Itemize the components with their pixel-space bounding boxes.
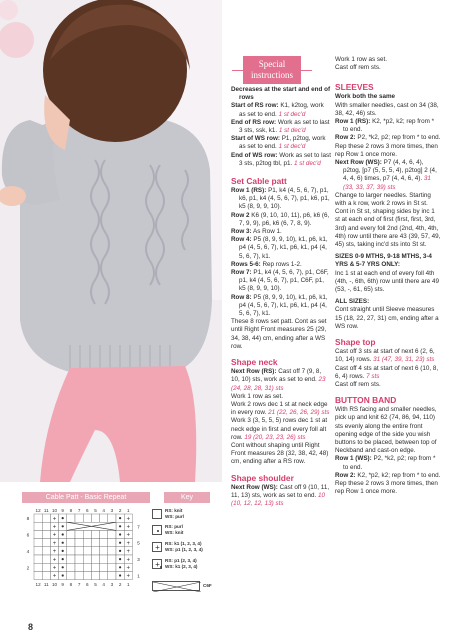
- chart-title: Cable Patt - Basic Repeat: [22, 492, 150, 503]
- chart-size-plus: +: [52, 565, 57, 572]
- chart-cell: [91, 563, 99, 571]
- special-line-label: Start of RS row:: [231, 102, 279, 110]
- special-line-count: 1 st dec'd: [278, 110, 306, 118]
- knit-symbol-icon: [152, 509, 162, 519]
- cable-row-label: Row 7:: [231, 269, 252, 277]
- cable-row-label: Row 2: [231, 211, 250, 219]
- chart-cell: [83, 514, 91, 522]
- column-right: [335, 56, 441, 496]
- chart-col-number-bottom: 8: [69, 582, 73, 588]
- chart-col-number-bottom: 11: [43, 582, 49, 588]
- shape-neck-p4-count: 19 (20, 23, 23, 26) sts: [244, 433, 306, 441]
- key-item-label: C6F: [203, 583, 212, 588]
- chart-row-number-right: 1: [137, 574, 140, 580]
- sleeves-sizes-text: SIZES 0-9 MTHS, 9-18 MTHS, 3-4 YRS & 5-7 YRS ONLY:: [335, 253, 432, 269]
- sleeves-all-sizes-text: ALL SIZES:: [335, 298, 370, 306]
- cable-row-2: [231, 212, 331, 228]
- chart-col-number-top: 3: [110, 508, 114, 513]
- cable-chart: [22, 506, 152, 611]
- chart-size-plus: +: [126, 565, 131, 572]
- chart-col-number-top: 1: [127, 508, 130, 513]
- cable-row-text: P5 (8, 9, 9, 10), k1, p6, k1, p4 (4, 5, 6, 7), k1, p6, k1, p4 (4, 5, 6, 7), k1.: [239, 236, 328, 260]
- chart-col-number-bottom: 1: [127, 582, 130, 588]
- chart-purl-dot: [62, 517, 64, 519]
- sleeves-subheading: [335, 93, 441, 101]
- sleeves-row1-label: Row 1 (RS):: [335, 118, 371, 126]
- chart-cell: [83, 563, 91, 571]
- chart-cell: [100, 571, 108, 579]
- chart-purl-dot: [62, 550, 64, 552]
- sleeves-row2-label: Row 2:: [335, 134, 356, 142]
- sleeves-needles: Change to larger needles. Starting with a k row, work 2 rows in St st.: [335, 191, 431, 208]
- special-line-count: 1 st dec'd: [278, 127, 306, 135]
- cable-c6f-symbol-icon: [152, 581, 200, 591]
- chart-col-number-top: 12: [35, 508, 41, 513]
- shape-top-p2-text: Cast off 4 sts at start of next 6 (10, 8, 6, 4) rows.: [335, 364, 439, 380]
- special-line-text: P1, p2tog, work as set to end.: [239, 135, 326, 151]
- key-item: [152, 581, 212, 591]
- chart-size-plus: +: [126, 557, 131, 564]
- chart-purl-dot: [119, 517, 121, 519]
- cable-row-3: [231, 228, 331, 236]
- chart-size-plus: +: [52, 540, 57, 547]
- sleeves-sizes-label: [335, 253, 441, 269]
- chart-row-number-right: 7: [137, 525, 140, 531]
- cable-row-text: P1, k4 (4, 5, 6, 7), p1, k6, p1, k4 (4, 5, 6, 7), p1, k6, p1, k5 (8, 9, 9, 10).: [239, 187, 330, 211]
- cable-row-text: K6 (9, 10, 10, 11), p6, k6 (6, 7, 9, 9), p6, k6 (6, 7, 8, 9).: [239, 211, 330, 227]
- sleeves-row1-text: K2, *p2, k2; rep from * to end.: [343, 118, 435, 134]
- special-line-2: [231, 102, 331, 118]
- chart-cell: [91, 555, 99, 563]
- cable-row-label: Row 3:: [231, 228, 252, 236]
- col3-line-1: Work 1 row as set.: [335, 56, 388, 63]
- chart-size-plus: +: [126, 573, 131, 580]
- sleeves-shaping: Cont in St st, shaping sides by inc 1 st at each end of first (first, first, 3rd, 3rd) and every foll 2nd (2nd, 4th, 4th, 4th) row until there are 43 (39, 57, 49, 45) sts, taking inc'd sts into St st.: [335, 208, 441, 249]
- chart-row-number-left: 8: [26, 517, 30, 523]
- chart-cell: [42, 563, 50, 571]
- shape-top-heading: Shape top: [335, 337, 376, 348]
- chart-cell: [83, 571, 91, 579]
- cable-row-7: [231, 294, 331, 319]
- chart-size-plus: +: [126, 516, 131, 523]
- button-band-row2-text: K2, *p2, k2; rep from * to end.: [355, 471, 441, 479]
- chart-purl-dot: [119, 558, 121, 560]
- special-line-count: 1 st dec'd: [293, 159, 321, 167]
- sleeves-row2: [335, 134, 441, 142]
- shape-neck-p4-text: Work 3 (3, 5, 5, 5) rows dec 1 st at neck edge in first and every foll alt row.: [231, 417, 328, 441]
- cable-row-label: Row 1 (RS):: [231, 187, 267, 195]
- sleeves-sub-label: Work both the same: [335, 93, 396, 101]
- shape-neck-heading: Shape neck: [231, 357, 278, 368]
- chart-cell: [91, 530, 99, 538]
- sleeves-row1: [335, 118, 441, 134]
- shape-neck-p3-count: 21 (22, 26, 26, 29) sts: [268, 409, 330, 417]
- sleeves-inc: Inc 1 st at each end of every foll 4th (4th, -, 6th, 6th) row until there are 49 (53, -, 61, 65) sts.: [335, 269, 439, 294]
- chart-col-number-top: 6: [86, 508, 89, 513]
- chart-purl-dot: [62, 542, 64, 544]
- chart-cell: [75, 514, 83, 522]
- chart-col-number-bottom: 9: [61, 582, 64, 588]
- col3-line-2: Cast off rem sts.: [335, 64, 381, 72]
- shape-neck-p3: [231, 401, 331, 417]
- chart-cell: [34, 555, 42, 563]
- cable-row-label: Row 8:: [231, 293, 252, 301]
- chart-purl-dot: [119, 542, 121, 544]
- chart-row-number-left: 6: [26, 533, 30, 539]
- chart-col-number-bottom: 10: [51, 582, 58, 588]
- shape-neck-p4: [231, 417, 331, 442]
- chart-size-plus: +: [52, 549, 57, 556]
- chart-col-number-bottom: 5: [94, 582, 97, 588]
- special-line-count: 1 st dec'd: [278, 143, 306, 151]
- sleeves-row2-text: P2, *k2, p2; rep from * to end.: [355, 134, 441, 142]
- column-middle: [231, 86, 331, 508]
- chart-cell: [100, 539, 108, 547]
- shape-shoulder-row1: [231, 484, 331, 509]
- chart-cell: [34, 514, 42, 522]
- chart-purl-dot: [62, 533, 64, 535]
- cable-patt-rows: [231, 187, 331, 318]
- chart-size-plus: +: [52, 524, 57, 531]
- special-instructions-text: [231, 86, 331, 168]
- key-item-label: RS: p1 (2, 3, 4) WS: k1 (2, 3, 4): [165, 558, 198, 569]
- size-purl-symbol-icon: +: [152, 559, 162, 569]
- key-item: [152, 558, 197, 570]
- chart-cell: [100, 555, 108, 563]
- shape-shoulder-row1-label: Next Row (WS):: [231, 483, 278, 491]
- chart-cell: [108, 539, 116, 547]
- button-band-row1-label: Row 1 (WS):: [335, 455, 372, 463]
- chart-col-number-top: 4: [102, 508, 105, 513]
- chart-cell: [42, 571, 50, 579]
- cable-row-label: Rows 5-6:: [231, 260, 261, 268]
- key-item: [152, 524, 183, 536]
- cable-row-label: Row 4:: [231, 236, 252, 244]
- chart-cell: [67, 563, 75, 571]
- chart-purl-dot: [62, 558, 64, 560]
- sleeves-next-row-label: Next Row (WS):: [335, 159, 382, 167]
- chart-purl-dot: [119, 566, 121, 568]
- shape-neck-p2: Work 1 row as set.: [231, 392, 284, 400]
- chart-size-plus: +: [52, 557, 57, 564]
- button-band-row2: [335, 472, 441, 480]
- chart-cell: [83, 547, 91, 555]
- chart-cell: [42, 522, 50, 530]
- page-number: 8: [28, 622, 34, 632]
- key-item-label: RS: purl WS: knit: [165, 524, 184, 535]
- chart-cell: [91, 547, 99, 555]
- key-title: Key: [164, 492, 210, 503]
- chart-col-number-bottom: 6: [86, 582, 89, 588]
- button-band-p1: With RS facing and smaller needles, pick up and knit 62 (74, 86, 94, 110) sts evenly along the entire front opening edge of the side you wish buttons to be placed, between top of Neckband and cast-on edge.: [335, 406, 437, 455]
- button-band-repeat: Rep these 2 rows 3 more times, then rep Row 1 once more.: [335, 479, 438, 496]
- cable-row-6: [231, 269, 331, 294]
- chart-cell: [91, 514, 99, 522]
- special-line-label: Start of WS row:: [231, 135, 280, 143]
- size-knit-symbol-icon: +: [152, 542, 162, 552]
- chart-col-number-top: 8: [69, 508, 73, 513]
- chart-cell: [34, 539, 42, 547]
- chart-purl-dot: [119, 550, 121, 552]
- special-line-5: [231, 152, 331, 168]
- chart-col-number-bottom: 12: [35, 582, 41, 588]
- sleeves-all-sizes-label: [335, 298, 441, 306]
- chart-cell: [67, 547, 75, 555]
- shape-neck-row1: [231, 368, 331, 393]
- cable-row-text: Rep rows 1-2.: [260, 260, 302, 268]
- shape-top-p2-count: 7 sts: [366, 372, 380, 380]
- chart-cell: [42, 530, 50, 538]
- chart-purl-dot: [119, 574, 121, 576]
- chart-col-number-bottom: 3: [110, 582, 114, 588]
- chart-cell: [83, 539, 91, 547]
- chart-col-number-bottom: 4: [102, 582, 105, 588]
- button-band-row2-label: Row 2:: [335, 471, 356, 479]
- baby-photo: [0, 0, 222, 482]
- chart-col-number-top: 2: [118, 508, 122, 513]
- chart-size-plus: +: [52, 532, 57, 539]
- chart-row-number-left: 2: [26, 566, 30, 572]
- chart-cell: [34, 522, 42, 530]
- special-line-3: [231, 119, 331, 135]
- chart-purl-dot: [62, 525, 64, 527]
- chart-cell: [108, 514, 116, 522]
- chart-size-plus: +: [126, 549, 131, 556]
- chart-cell: [42, 514, 50, 522]
- chart-size-plus: +: [126, 532, 131, 539]
- chart-size-plus: +: [52, 573, 57, 580]
- shape-top-p1: [335, 348, 441, 364]
- chart-cell: [67, 571, 75, 579]
- special-line-text: Work as set to last 3 sts, p2tog tbl, p1.: [239, 151, 331, 167]
- key-item: [152, 541, 203, 553]
- chart-cell: [100, 514, 108, 522]
- chart-purl-dot: [62, 566, 64, 568]
- special-line-4: [231, 135, 331, 151]
- key-item-label: RS: knit WS: purl: [165, 508, 184, 519]
- cable-chart-grid: [22, 506, 152, 606]
- chart-cell: [100, 530, 108, 538]
- chart-cell: [75, 530, 83, 538]
- chart-cell: [34, 530, 42, 538]
- special-line-label: End of RS row:: [231, 118, 277, 126]
- chart-cell: [67, 539, 75, 547]
- chart-cell: [91, 571, 99, 579]
- special-instructions-box: [243, 56, 301, 84]
- chart-row-number-right: 5: [137, 541, 140, 547]
- shape-shoulder-row1-text: Cast off 9 (10, 11, 11, 13) sts, work as set to end.: [231, 483, 330, 499]
- sleeves-next-row-count: 31 (33, 33, 37, 39) sts: [343, 175, 431, 191]
- shape-top-p3: Cast off rem sts.: [335, 380, 381, 388]
- cable-row-text: As Row 1.: [251, 228, 282, 236]
- cable-row-5: [231, 261, 331, 269]
- chart-cell: [67, 555, 75, 563]
- chart-col-number-bottom: 2: [118, 582, 122, 588]
- chart-cell: [83, 555, 91, 563]
- cable-row-text: P5 (8, 9, 9, 10), k1, p6, k1, p4 (4, 5, 6, 7), k1, p6, k1, p4 (4, 5, 6, 7), k1.: [239, 293, 328, 318]
- sleeves-next-row: [335, 159, 441, 192]
- shape-shoulder-heading: Shape shoulder: [231, 472, 294, 483]
- sleeves-straight: Cont straight until Sleeve measures 15 (18, 22, 27, 31) cm, ending after a WS row.: [335, 306, 439, 330]
- purl-symbol-icon: [152, 525, 162, 535]
- chart-cell: [91, 539, 99, 547]
- chart-row-number-left: 4: [26, 549, 30, 555]
- key-item-label: RS: k1 (1, 2, 3, 4) WS: p1 (1, 2, 3, 4): [165, 541, 203, 552]
- shape-neck-row1-text: Cast off 7 (9, 8, 10, 10) sts, work as set to end.: [231, 368, 322, 384]
- shape-neck-row1-count: 23 (24, 28, 28, 31) sts: [231, 376, 326, 392]
- chart-cell: [108, 547, 116, 555]
- chart-cell: [108, 563, 116, 571]
- chart-purl-dot: [119, 533, 121, 535]
- chart-cell: [100, 563, 108, 571]
- chart-size-plus: +: [52, 516, 57, 523]
- shape-neck-p3-text: Work 2 rows dec 1 st at neck edge in every row.: [231, 400, 328, 417]
- chart-cell: [42, 555, 50, 563]
- chart-cell: [108, 530, 116, 538]
- sleeves-repeat: Rep these 2 rows 3 more times, then rep Row 1 once more.: [335, 142, 438, 158]
- chart-row-number-right: 3: [137, 558, 140, 564]
- special-instructions-title: Special instructions: [251, 59, 293, 80]
- special-line-label: End of WS row:: [231, 151, 278, 159]
- chart-cell: [75, 539, 83, 547]
- chart-cell: [67, 514, 75, 522]
- chart-col-number-top: 10: [51, 508, 58, 513]
- chart-col-number-top: 11: [43, 508, 49, 513]
- chart-col-number-top: 5: [94, 508, 97, 513]
- chart-col-number-bottom: 7: [77, 582, 81, 588]
- sleeves-cast-on: With smaller needles, cast on 34 (38, 38, 42, 46) sts.: [335, 101, 439, 117]
- chart-cell: [75, 563, 83, 571]
- cable-row-1: [231, 187, 331, 212]
- chart-cell: [42, 539, 50, 547]
- key-item: [152, 508, 184, 520]
- special-line-text: Work as set to last 3 sts, ssk, k1.: [239, 118, 330, 135]
- special-line-1: [231, 86, 331, 102]
- sleeves-heading: SLEEVES: [335, 82, 374, 93]
- chart-purl-dot: [119, 525, 121, 527]
- button-band-heading: BUTTON BAND: [335, 395, 397, 406]
- chart-cell: [34, 547, 42, 555]
- chart-col-number-top: 9: [61, 508, 64, 513]
- chart-cell: [34, 563, 42, 571]
- button-band-row1-text: P2, *k2, p2; rep from * to end.: [343, 455, 436, 471]
- special-line-text: K1, k2tog, work as set to end.: [239, 102, 324, 118]
- special-line-label: Decreases at the start and end of rows: [231, 86, 331, 102]
- chart-cell: [67, 530, 75, 538]
- chart-cell: [42, 547, 50, 555]
- cable-patt-heading: Set Cable patt: [231, 176, 287, 187]
- button-band-row1: [335, 455, 441, 471]
- sleeves-next-row-text: P7 (4, 4, 6, 4), p2tog, [p7 (5, 5, 5, 4), p2tog] 2 (4, 4, 4, 6) times, p7 (4, 4, 6, 4).: [343, 159, 437, 183]
- chart-cell: [108, 571, 116, 579]
- chart-cell: [100, 547, 108, 555]
- shape-top-p1-count: 31 (47, 39, 31, 23) sts: [373, 356, 435, 364]
- shape-neck-row1-label: Next Row (RS):: [231, 368, 277, 376]
- chart-cell: [75, 571, 83, 579]
- chart-cell: [34, 571, 42, 579]
- shape-top-p1-text: Cast off 3 sts at start of next 6 (2, 6, 10, 14) rows.: [335, 348, 435, 364]
- chart-cell: [83, 530, 91, 538]
- chart-cell: [75, 547, 83, 555]
- chart-cell: [75, 555, 83, 563]
- cable-row-text: P1, k4 (4, 5, 6, 7), p1, C6F, p1, k4 (4, 5, 6, 7), p1, C6F, p1, k5 (8, 9, 9, 10).: [239, 269, 329, 293]
- shape-top-p2: [335, 365, 441, 381]
- shape-shoulder-row1-count: 10 (10, 12, 12, 13) sts: [231, 491, 326, 507]
- shape-neck-p5: Cont without shaping until Right Front measures 28 (32, 38, 42, 48) cm, ending after a RS row.: [231, 441, 329, 466]
- chart-size-plus: +: [126, 540, 131, 547]
- cable-row-4: [231, 236, 331, 261]
- chart-col-number-top: 7: [77, 508, 81, 513]
- chart-size-plus: +: [126, 524, 131, 531]
- cable-patt-footer: These 8 rows set patt. Cont as set until Right Front measures 25 (29, 34, 38, 44) cm, ending after a WS row.: [231, 318, 327, 350]
- chart-purl-dot: [62, 574, 64, 576]
- chart-cell: [108, 555, 116, 563]
- baby-photo-illustration: [0, 0, 222, 482]
